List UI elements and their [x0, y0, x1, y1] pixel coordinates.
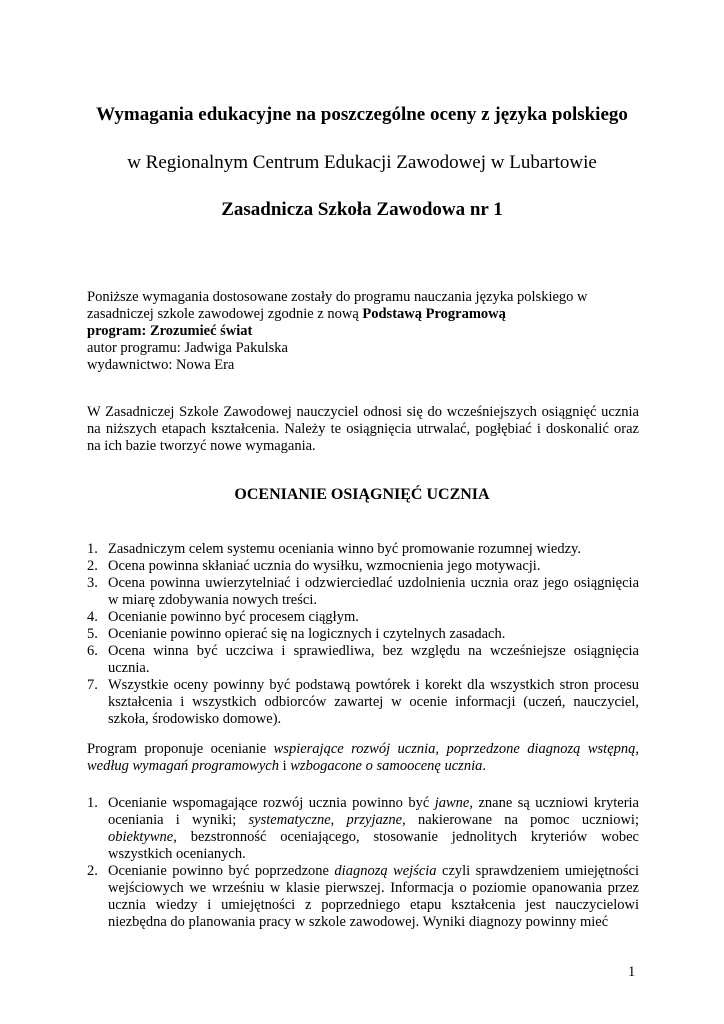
list-item: 5. Ocenianie powinno opierać się na logicznych i czytelnych zasadach. — [87, 626, 506, 642]
assessment-methods-list — [87, 795, 639, 931]
intro-block — [87, 289, 639, 374]
list-item: 3. Ocena powinna uwierzytelniać i odzwierciedlać uzdolnienia ucznia oraz jego osiągnięcia w miarę zdobywania nowych treści. — [87, 575, 639, 608]
list-item: 2. Ocena powinna skłaniać ucznia do wysiłku, wzmocnienia jego motywacji. — [87, 558, 541, 574]
paragraph: W Zasadniczej Szkole Zawodowej nauczyciel odnosi się do wcześniejszych osiągnięć ucznia na niższych etapach kształcenia. Należy te osiągnięcia utrwalać, pogłębiać i doskonalić oraz na ich bazie tworzyć nowe wymagania. — [87, 404, 639, 454]
document-title: Wymagania edukacyjne na poszczególne oceny z języka polskiego — [96, 104, 628, 125]
podstawa-programowa: Podstawą Programową — [362, 306, 506, 322]
list-item: 4. Ocenianie powinno być procesem ciągłym. — [87, 609, 359, 625]
publisher: wydawnictwo: Nowa Era — [87, 357, 235, 373]
paragraph: Program proponuje ocenianie wspierające rozwój ucznia, poprzedzone diagnozą wstępną, według wymagań programowych i wzbogacone o samoocenę ucznia. — [87, 741, 640, 774]
assessment-principles-list — [87, 541, 639, 728]
school-name: Zasadnicza Szkoła Zawodowa nr 1 — [221, 199, 503, 220]
document-subtitle: w Regionalnym Centrum Edukacji Zawodowej w Lubartowie — [127, 152, 597, 173]
list-item: 1. Ocenianie wspomagające rozwój ucznia powinno być jawne, znane są uczniowi kryteria oceniania i wyniki; systematyczne, przyjazne, nakierowane na pomoc uczniowi; obiektywne, bezstronność oceniającego, stosowanie jednolitych kryteriów wobec wszystkich ocenianych. — [87, 795, 639, 862]
list-item: 1. Zasadniczym celem systemu oceniania winno być promowanie rozumnej wiedzy. — [87, 541, 581, 557]
section-heading: OCENIANIE OSIĄGNIĘĆ UCZNIA — [234, 486, 490, 503]
program-author: autor programu: Jadwiga Pakulska — [87, 340, 288, 356]
list-item: 2. Ocenianie powinno być poprzedzone diagnozą wejścia czyli sprawdzeniem umiejętności wejściowych we wrześniu w klasie pierwszej. Informacja o poziomie opanowania przez ucznia wiedzy i umiejętności z poprzedniego etapu kształcenia jest nauczycielowi niezbędna do planowania pracy w szkole zawodowej. Wyniki diagnozy powinny mieć — [87, 863, 639, 930]
program-name: program: Zrozumieć świat — [87, 323, 253, 339]
list-item: 6. Ocena winna być uczciwa i sprawiedliwa, bez względu na wcześniejsze osiągnięcia ucznia. — [87, 643, 639, 676]
list-item: 7. Wszystkie oceny powinny być podstawą powtórek i korekt dla wszystkich stron procesu kształcenia i wszystkich odbiorców zawartej w ocenie informacji (uczeń, nauczyciel, szkoła, środowisko domowe). — [87, 677, 639, 727]
page-number: 1 — [628, 964, 636, 980]
intro-line: zasadniczej szkole zawodowej zgodnie z nową Podstawą Programową — [87, 306, 506, 322]
intro-line: Poniższe wymagania dostosowane zostały do programu nauczania języka polskiego w — [87, 289, 588, 305]
